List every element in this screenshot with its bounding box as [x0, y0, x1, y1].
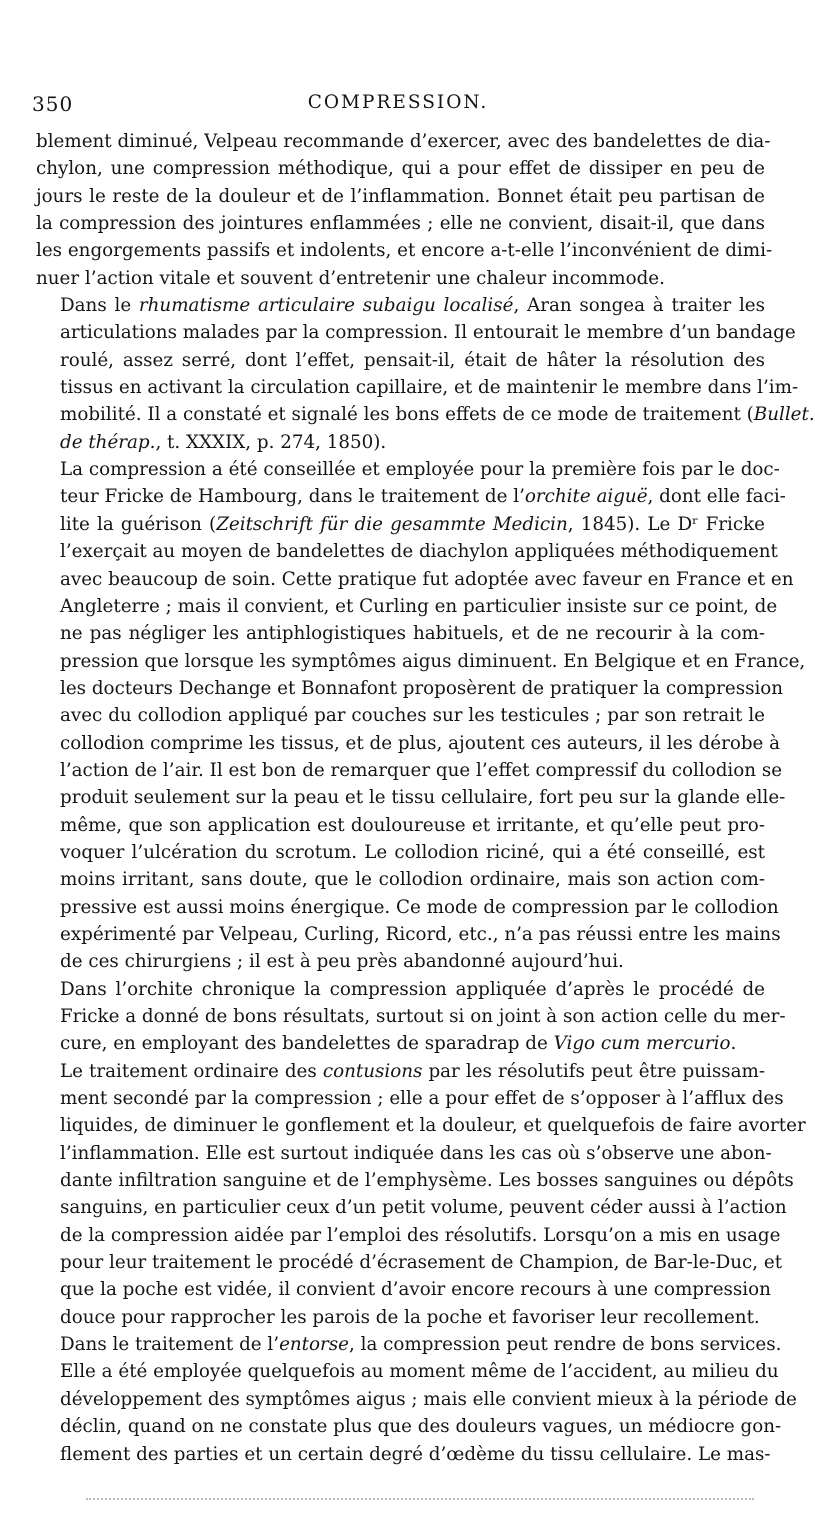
paragraph [36, 128, 773, 292]
text-line: mobilité. Il a constaté et signalé les bons effets de ce mode de traitement (Bullet. [60, 404, 815, 426]
text-line: chylon, une compression méthodique, qui a pour effet de dissiper en peu de [36, 158, 765, 180]
text-line: flement des parties et un certain degré d’œdème du tissu cellulaire. Le mas- [60, 1443, 771, 1465]
paragraph [36, 456, 806, 976]
paragraph [36, 1331, 797, 1468]
page-number: 350 [32, 92, 74, 116]
text-line: les docteurs Dechange et Bonnafont proposèrent de pratiquer la compression [60, 677, 784, 699]
text-line: sanguins, en particulier ceux d’un petit volume, peuvent céder aussi à l’action [60, 1197, 787, 1219]
text-line: les engorgements passifs et indolents, et encore a-t-elle l’inconvénient de dimi- [36, 240, 773, 262]
text-line: produit seulement sur la peau et le tissu cellulaire, fort peu sur la glande elle- [60, 787, 786, 809]
text-line: liquides, de diminuer le gonflement et la douleur, et quelquefois de faire avorter [60, 1115, 806, 1137]
paragraph [36, 976, 786, 1058]
text-line: La compression a été conseillée et employée pour la première fois par le doc- [60, 459, 780, 481]
text-line: déclin, quand on ne constate plus que des douleurs vagues, un médiocre gon- [60, 1416, 782, 1438]
text-line: dante infiltration sanguine et de l’emphysème. Les bosses sanguines ou dépôts [60, 1170, 794, 1192]
paragraph [36, 292, 815, 456]
text-line: Fricke a donné de bons résultats, surtout si on joint à son action celle du mer- [60, 1006, 786, 1027]
body-text [36, 128, 815, 1468]
text-line: pressive est aussi moins énergique. Ce mode de compression par le collodion [60, 896, 779, 918]
text-line: développement des symptômes aigus ; mais elle convient mieux à la période de [60, 1388, 797, 1410]
text-line: roulé, assez serré, dont l’effet, pensait-il, était de hâter la résolution des [60, 349, 765, 371]
bleed-through-line [86, 1498, 754, 1500]
text-line: Dans le traitement de l’entorse, la compression peut rendre de bons services. [60, 1334, 782, 1356]
text-line: l’inflammation. Elle est surtout indiquée dans les cas où s’observe une abon- [60, 1142, 772, 1164]
text-line: la compression des jointures enflammées ; elle ne convient, disait-il, que dans [36, 213, 765, 235]
text-line: Dans l’orchite chronique la compression appliquée d’après le procédé de [60, 978, 765, 1000]
text-line: de thérap., t. XXXIX, p. 274, 1850). [60, 431, 387, 453]
page-header [32, 90, 764, 124]
text-line: blement diminué, Velpeau recommande d’exercer, avec des bandelettes de dia- [36, 131, 771, 152]
text-line: pression que lorsque les symptômes aigus diminuent. En Belgique et en France, [60, 650, 806, 672]
text-line: ment secondé par la compression ; elle a pour effet de s’opposer à l’afflux des [60, 1088, 784, 1110]
text-line: Angleterre ; mais il convient, et Curling en particulier insiste sur ce point, de [60, 595, 778, 617]
text-line: lite la guérison (Zeitschrift für die gesammte Medicin, 1845). Le Dʳ Fricke [60, 513, 765, 535]
text-line: moins irritant, sans doute, que le collodion ordinaire, mais son action com- [60, 869, 765, 891]
text-line: l’exerçait au moyen de bandelettes de diachylon appliquées méthodiquement [60, 541, 778, 563]
text-line: que la poche est vidée, il convient d’avoir encore recours à une compression [60, 1279, 771, 1301]
running-title: COMPRESSION. [307, 92, 489, 113]
text-line: l’action de l’air. Il est bon de remarquer que l’effet compressif du collodion se [60, 759, 783, 781]
text-line: jours le reste de la douleur et de l’inflammation. Bonnet était peu partisan de [36, 185, 765, 207]
text-line: même, que son application est douloureuse et irritante, et qu’elle peut pro- [60, 814, 765, 836]
text-line: voquer l’ulcération du scrotum. Le collodion riciné, qui a été conseillé, est [60, 841, 765, 863]
text-line: Elle a été employée quelquefois au moment même de l’accident, au milieu du [60, 1361, 779, 1383]
text-line: cure, en employant des bandelettes de sparadrap de Vigo cum mercurio. [60, 1033, 737, 1055]
text-line: ne pas négliger les antiphlogistiques habituels, et de ne recourir à la com- [60, 623, 765, 645]
text-line: collodion comprime les tissus, et de plus, ajoutent ces auteurs, il les dérobe à [60, 732, 781, 754]
text-line: tissus en activant la circulation capillaire, et de maintenir le membre dans l’im- [60, 377, 799, 399]
text-line: teur Fricke de Hambourg, dans le traitement de l’orchite aiguë, dont elle faci- [60, 486, 786, 508]
text-line: pour leur traitement le procédé d’écrasement de Champion, de Bar-le-Duc, et [60, 1252, 783, 1274]
text-line: de la compression aidée par l’emploi des résolutifs. Lorsqu’on a mis en usage [60, 1224, 781, 1246]
text-line: nuer l’action vitale et souvent d’entretenir une chaleur incommode. [36, 267, 665, 289]
paragraph [36, 1058, 806, 1331]
text-line: Le traitement ordinaire des contusions par les résolutifs peut être puissam- [60, 1060, 765, 1082]
text-line: douce pour rapprocher les parois de la poche et favoriser leur recollement. [60, 1306, 760, 1328]
text-line: de ces chirurgiens ; il est à peu près abandonné aujourd’hui. [60, 951, 624, 973]
text-line: avec beaucoup de soin. Cette pratique fut adoptée avec faveur en France et en [60, 568, 794, 590]
text-line: expérimenté par Velpeau, Curling, Ricord, etc., n’a pas réussi entre les mains [60, 923, 781, 945]
text-line: Dans le rhumatisme articulaire subaigu localisé, Aran songea à traiter les [60, 295, 765, 317]
text-line: avec du collodion appliqué par couches sur les testicules ; par son retrait le [60, 705, 765, 727]
text-line: articulations malades par la compression. Il entourait le membre d’un bandage [60, 322, 796, 344]
